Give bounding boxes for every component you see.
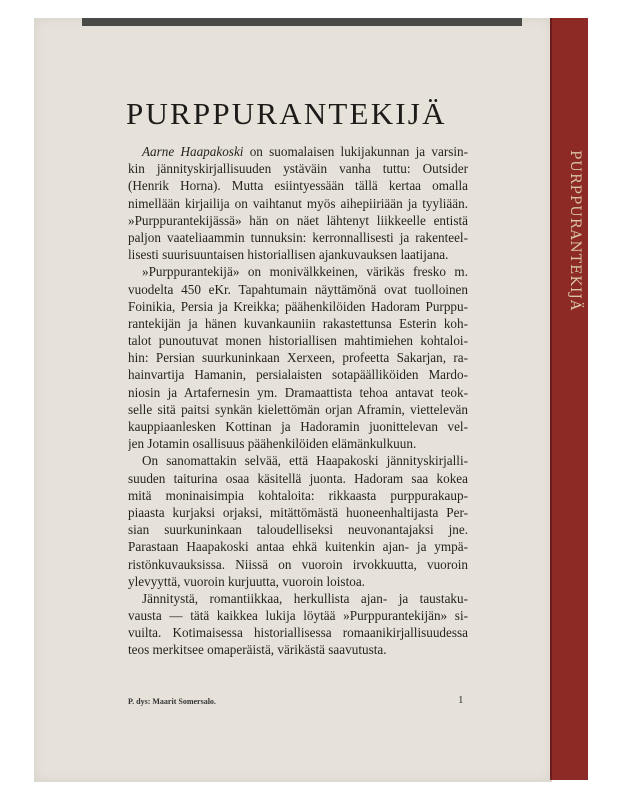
- text-line: Parastaan Haapakoski antaa ehkä kuitenkin ajan- ja ympä-: [128, 539, 468, 555]
- text-line: »Purppurantekijä» on monivälkkeinen, värikäs fresko m.: [142, 264, 468, 280]
- text-line: selle sitä paitsi synkän kielettömän orjan Aframin, viettelevän: [128, 401, 468, 417]
- text-line: ylevyyttä, vuoroin kurjuutta, vuoroin loistoa.: [128, 573, 365, 589]
- text-line: Foinikia, Persia ja Kreikka; päähenkilöiden Hadoram Purppu-: [128, 298, 468, 314]
- paragraph: [128, 263, 468, 452]
- text-line: hin: Persian suurkuninkaan Xerxeen, profeetta Sakarjan, ra-: [128, 350, 468, 366]
- text-line: sian suurkuninkaan taloudelliseksi neuvonantajaksi jne.: [128, 522, 468, 538]
- cover-top-edge: [82, 18, 522, 26]
- page-title: PURPPURANTEKIJÄ: [126, 96, 447, 131]
- book-spine: [550, 18, 588, 780]
- text-line: ristönkuvauksissa. Niissä on vuoroin irvokkuutta, vuoroin: [128, 556, 468, 572]
- text-line: Jännitystä, romantiikkaa, herkullista ajan- ja taustaku-: [142, 590, 468, 606]
- text-line: vausta — tätä kaikkea lukija löytää »Purppurantekijän» si-: [128, 608, 468, 624]
- text-line: nimellään kirjailija on vaihtanut myös aihepiiriään ja tyyliään.: [128, 195, 468, 211]
- text-line: kin jännityskirjallisuuden ystäväin vanha tuttu: Outsider: [128, 161, 468, 177]
- blurb-text: [128, 143, 468, 659]
- author-name: Aarne Haapakoski: [142, 144, 244, 159]
- spine-title: PURPPURANTEKIJÄ: [567, 150, 583, 312]
- text-line: suuden taiturina osaa käsitellä juonta. Hadoram saa kokea: [128, 470, 468, 486]
- text-line: On sanomattakin selvää, että Haapakoski jännityskirjalli-: [142, 453, 468, 469]
- page-number: 1: [458, 694, 464, 706]
- text-line: »Purppurantekijässä» hän on näet lähtenyt liikkeelle entistä: [128, 212, 468, 228]
- text-line: vuilta. Kotimaisessa historiallisessa romaanikirjallisuudessa: [128, 625, 468, 641]
- text-line: Aarne Haapakoski on suomalaisen lukijakunnan ja varsin-: [142, 144, 468, 159]
- text-line: niosin ja Artafernesin ym. Dramaattista tehoa antavat teok-: [128, 384, 468, 400]
- text-line: mitä moninaisimpia kohtaloita: rikkaasta purppurakaup-: [128, 487, 468, 503]
- text-line: kauppiaanlesken Kottinan ja Hadoramin juonittelevan vel-: [128, 419, 468, 434]
- text-line: (Henrik Horna). Mutta esiintyessään tällä kertaa omalla: [128, 178, 468, 194]
- text-line: paljon vaateliaammin tunnuksin: kerronnallisesti ja rakenteel-: [128, 229, 468, 245]
- text-line: lisesti suurisuuntaisen historiallisen ajankuvauksen laatijana.: [128, 247, 449, 263]
- cover-credit: P. dys: Maarit Somersalo.: [128, 697, 216, 706]
- text-line: piaasta kurjaksi orjaksi, mitättömästä huoneenhaltijasta Per-: [128, 504, 468, 520]
- text-line: rantekijän ja hänen kuvankauniin rakastettunsa Esterin koh-: [128, 315, 468, 331]
- paragraph: [128, 590, 468, 659]
- text-line: talot punoutuvat monen historiallisen mahtimiehen kohtaloi-: [128, 333, 468, 349]
- paragraph: [128, 143, 468, 263]
- text-line: jen Jotamin osallisuus päähenkilöiden elämänkulkuun.: [128, 436, 417, 452]
- text-line: vuodelta 450 eKr. Tapahtumain näyttämönä ovat tuolloinen: [128, 281, 468, 297]
- paragraph: [128, 452, 468, 590]
- text-line: hainvartija Hamanin, persialaisten sotapäälliköiden Mardo-: [128, 367, 468, 383]
- text-line: teos merkitsee omaperäistä, värikästä saavutusta.: [128, 642, 387, 658]
